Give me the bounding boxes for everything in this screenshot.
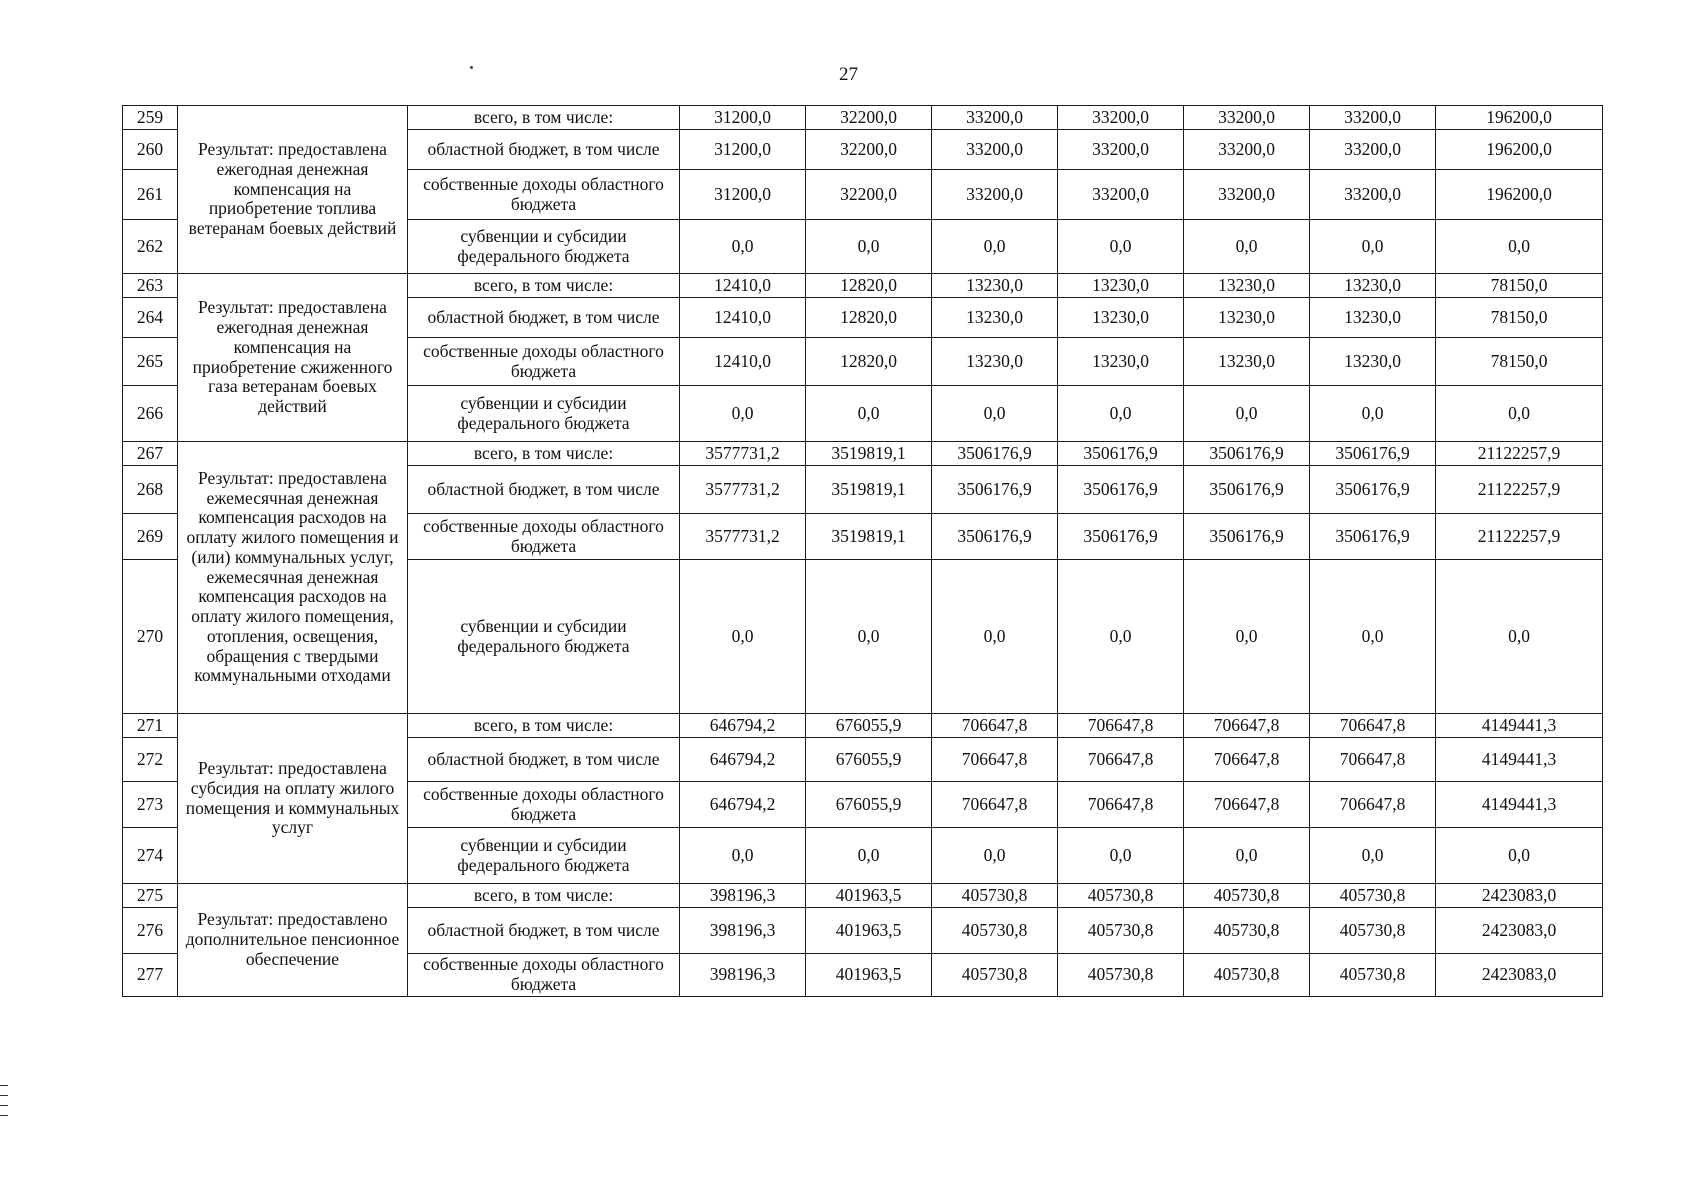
total-value: 78150,0 bbox=[1436, 298, 1603, 338]
year-value: 33200,0 bbox=[1058, 170, 1184, 220]
row-number: 259 bbox=[123, 106, 178, 130]
year-value: 401963,5 bbox=[806, 908, 932, 954]
margin-mark bbox=[0, 1085, 8, 1086]
year-value: 3506176,9 bbox=[1310, 442, 1436, 466]
row-number: 268 bbox=[123, 466, 178, 514]
row-number: 269 bbox=[123, 514, 178, 560]
funding-source: собственные доходы областного бюджета bbox=[408, 170, 680, 220]
year-value: 12820,0 bbox=[806, 338, 932, 386]
row-number: 262 bbox=[123, 220, 178, 274]
year-value: 706647,8 bbox=[1310, 782, 1436, 828]
year-value: 0,0 bbox=[1058, 560, 1184, 714]
year-value: 405730,8 bbox=[932, 954, 1058, 997]
year-value: 0,0 bbox=[806, 386, 932, 442]
year-value: 646794,2 bbox=[680, 782, 806, 828]
row-number: 263 bbox=[123, 274, 178, 298]
year-value: 33200,0 bbox=[932, 130, 1058, 170]
year-value: 405730,8 bbox=[1310, 908, 1436, 954]
total-value: 0,0 bbox=[1436, 828, 1603, 884]
year-value: 676055,9 bbox=[806, 738, 932, 782]
year-value: 0,0 bbox=[1184, 220, 1310, 274]
year-value: 0,0 bbox=[1184, 386, 1310, 442]
year-value: 31200,0 bbox=[680, 130, 806, 170]
year-value: 3506176,9 bbox=[932, 442, 1058, 466]
funding-source: всего, в том числе: bbox=[408, 884, 680, 908]
year-value: 3519819,1 bbox=[806, 514, 932, 560]
funding-source: областной бюджет, в том числе bbox=[408, 908, 680, 954]
funding-source: областной бюджет, в том числе bbox=[408, 130, 680, 170]
year-value: 0,0 bbox=[932, 220, 1058, 274]
year-value: 0,0 bbox=[806, 220, 932, 274]
year-value: 13230,0 bbox=[1058, 274, 1184, 298]
year-value: 405730,8 bbox=[932, 884, 1058, 908]
total-value: 4149441,3 bbox=[1436, 714, 1603, 738]
row-number: 260 bbox=[123, 130, 178, 170]
year-value: 405730,8 bbox=[1058, 884, 1184, 908]
funding-source: собственные доходы областного бюджета bbox=[408, 514, 680, 560]
year-value: 33200,0 bbox=[1058, 130, 1184, 170]
year-value: 0,0 bbox=[932, 560, 1058, 714]
total-value: 4149441,3 bbox=[1436, 782, 1603, 828]
year-value: 33200,0 bbox=[1310, 170, 1436, 220]
year-value: 3577731,2 bbox=[680, 514, 806, 560]
year-value: 33200,0 bbox=[1058, 106, 1184, 130]
year-value: 706647,8 bbox=[1184, 738, 1310, 782]
year-value: 405730,8 bbox=[1058, 954, 1184, 997]
row-number: 264 bbox=[123, 298, 178, 338]
year-value: 3506176,9 bbox=[1058, 514, 1184, 560]
total-value: 21122257,9 bbox=[1436, 466, 1603, 514]
funding-source: субвенции и субсидии федерального бюджета bbox=[408, 560, 680, 714]
year-value: 0,0 bbox=[680, 386, 806, 442]
margin-mark bbox=[0, 1115, 8, 1116]
year-value: 33200,0 bbox=[1184, 106, 1310, 130]
year-value: 398196,3 bbox=[680, 908, 806, 954]
funding-source: всего, в том числе: bbox=[408, 106, 680, 130]
total-value: 21122257,9 bbox=[1436, 442, 1603, 466]
year-value: 706647,8 bbox=[932, 782, 1058, 828]
result-description: Результат: предоставлена ежегодная денежная компенсация на приобретение сжиженного газа ветеранам боевых действий bbox=[178, 274, 408, 442]
row-number: 265 bbox=[123, 338, 178, 386]
year-value: 3506176,9 bbox=[932, 514, 1058, 560]
year-value: 646794,2 bbox=[680, 714, 806, 738]
funding-source: областной бюджет, в том числе bbox=[408, 298, 680, 338]
year-value: 398196,3 bbox=[680, 884, 806, 908]
year-value: 0,0 bbox=[1184, 560, 1310, 714]
row-number: 261 bbox=[123, 170, 178, 220]
year-value: 3506176,9 bbox=[1058, 466, 1184, 514]
result-description: Результат: предоставлена ежемесячная денежная компенсация расходов на оплату жилого помещения и (или) коммунальных услуг, ежемесячная денежная компенсация расходов на оплату жилого помещения, отопления, освещения, обращения с твердыми коммунальными отходами bbox=[178, 442, 408, 714]
funding-source: субвенции и субсидии федерального бюджета bbox=[408, 386, 680, 442]
year-value: 13230,0 bbox=[1184, 338, 1310, 386]
year-value: 401963,5 bbox=[806, 954, 932, 997]
year-value: 706647,8 bbox=[1184, 714, 1310, 738]
funding-source: собственные доходы областного бюджета bbox=[408, 782, 680, 828]
total-value: 196200,0 bbox=[1436, 130, 1603, 170]
year-value: 0,0 bbox=[1310, 386, 1436, 442]
year-value: 13230,0 bbox=[932, 274, 1058, 298]
year-value: 33200,0 bbox=[1184, 130, 1310, 170]
funding-source: собственные доходы областного бюджета bbox=[408, 954, 680, 997]
year-value: 33200,0 bbox=[1184, 170, 1310, 220]
funding-source: субвенции и субсидии федерального бюджета bbox=[408, 220, 680, 274]
year-value: 13230,0 bbox=[1184, 298, 1310, 338]
year-value: 0,0 bbox=[806, 560, 932, 714]
total-value: 78150,0 bbox=[1436, 274, 1603, 298]
year-value: 13230,0 bbox=[1310, 338, 1436, 386]
year-value: 3506176,9 bbox=[1184, 466, 1310, 514]
year-value: 0,0 bbox=[1310, 220, 1436, 274]
funding-source: всего, в том числе: bbox=[408, 274, 680, 298]
year-value: 3506176,9 bbox=[1310, 466, 1436, 514]
total-value: 78150,0 bbox=[1436, 338, 1603, 386]
total-value: 196200,0 bbox=[1436, 106, 1603, 130]
row-number: 276 bbox=[123, 908, 178, 954]
total-value: 2423083,0 bbox=[1436, 884, 1603, 908]
year-value: 3506176,9 bbox=[1184, 514, 1310, 560]
year-value: 0,0 bbox=[680, 828, 806, 884]
year-value: 706647,8 bbox=[932, 714, 1058, 738]
row-number: 275 bbox=[123, 884, 178, 908]
funding-source: собственные доходы областного бюджета bbox=[408, 338, 680, 386]
year-value: 3506176,9 bbox=[1058, 442, 1184, 466]
year-value: 676055,9 bbox=[806, 782, 932, 828]
funding-source: областной бюджет, в том числе bbox=[408, 738, 680, 782]
result-description: Результат: предоставлена субсидия на оплату жилого помещения и коммунальных услуг bbox=[178, 714, 408, 884]
year-value: 0,0 bbox=[1310, 560, 1436, 714]
table-row bbox=[123, 106, 1603, 130]
table-row bbox=[123, 442, 1603, 466]
year-value: 706647,8 bbox=[1310, 714, 1436, 738]
year-value: 3519819,1 bbox=[806, 466, 932, 514]
year-value: 405730,8 bbox=[1184, 954, 1310, 997]
row-number: 270 bbox=[123, 560, 178, 714]
year-value: 0,0 bbox=[1058, 386, 1184, 442]
year-value: 646794,2 bbox=[680, 738, 806, 782]
margin-mark bbox=[0, 1095, 8, 1096]
year-value: 32200,0 bbox=[806, 130, 932, 170]
budget-table-body bbox=[123, 106, 1603, 997]
year-value: 13230,0 bbox=[1310, 298, 1436, 338]
year-value: 3506176,9 bbox=[1184, 442, 1310, 466]
year-value: 12820,0 bbox=[806, 274, 932, 298]
funding-source: областной бюджет, в том числе bbox=[408, 466, 680, 514]
year-value: 32200,0 bbox=[806, 170, 932, 220]
year-value: 405730,8 bbox=[1310, 884, 1436, 908]
year-value: 0,0 bbox=[1310, 828, 1436, 884]
funding-source: всего, в том числе: bbox=[408, 714, 680, 738]
row-number: 267 bbox=[123, 442, 178, 466]
year-value: 3506176,9 bbox=[932, 466, 1058, 514]
year-value: 405730,8 bbox=[1184, 908, 1310, 954]
table-row bbox=[123, 714, 1603, 738]
year-value: 0,0 bbox=[806, 828, 932, 884]
total-value: 21122257,9 bbox=[1436, 514, 1603, 560]
year-value: 706647,8 bbox=[1058, 738, 1184, 782]
funding-source: всего, в том числе: bbox=[408, 442, 680, 466]
year-value: 3506176,9 bbox=[1310, 514, 1436, 560]
total-value: 4149441,3 bbox=[1436, 738, 1603, 782]
year-value: 31200,0 bbox=[680, 170, 806, 220]
year-value: 0,0 bbox=[1184, 828, 1310, 884]
year-value: 33200,0 bbox=[1310, 130, 1436, 170]
year-value: 13230,0 bbox=[1058, 338, 1184, 386]
year-value: 13230,0 bbox=[932, 338, 1058, 386]
year-value: 398196,3 bbox=[680, 954, 806, 997]
year-value: 706647,8 bbox=[1310, 738, 1436, 782]
year-value: 706647,8 bbox=[1184, 782, 1310, 828]
year-value: 405730,8 bbox=[932, 908, 1058, 954]
table-row bbox=[123, 274, 1603, 298]
year-value: 13230,0 bbox=[1058, 298, 1184, 338]
row-number: 271 bbox=[123, 714, 178, 738]
result-description: Результат: предоставлено дополнительное пенсионное обеспечение bbox=[178, 884, 408, 997]
funding-source: субвенции и субсидии федерального бюджета bbox=[408, 828, 680, 884]
margin-mark bbox=[0, 1105, 8, 1106]
row-number: 274 bbox=[123, 828, 178, 884]
row-number: 272 bbox=[123, 738, 178, 782]
year-value: 33200,0 bbox=[932, 170, 1058, 220]
year-value: 3519819,1 bbox=[806, 442, 932, 466]
scan-dot bbox=[470, 66, 473, 69]
table-row bbox=[123, 884, 1603, 908]
year-value: 0,0 bbox=[932, 828, 1058, 884]
total-value: 2423083,0 bbox=[1436, 954, 1603, 997]
total-value: 2423083,0 bbox=[1436, 908, 1603, 954]
year-value: 3577731,2 bbox=[680, 466, 806, 514]
year-value: 676055,9 bbox=[806, 714, 932, 738]
year-value: 405730,8 bbox=[1058, 908, 1184, 954]
year-value: 12410,0 bbox=[680, 274, 806, 298]
year-value: 401963,5 bbox=[806, 884, 932, 908]
year-value: 33200,0 bbox=[1310, 106, 1436, 130]
year-value: 0,0 bbox=[1058, 828, 1184, 884]
year-value: 706647,8 bbox=[1058, 714, 1184, 738]
year-value: 13230,0 bbox=[1310, 274, 1436, 298]
year-value: 0,0 bbox=[680, 560, 806, 714]
year-value: 3577731,2 bbox=[680, 442, 806, 466]
year-value: 33200,0 bbox=[932, 106, 1058, 130]
total-value: 0,0 bbox=[1436, 560, 1603, 714]
total-value: 0,0 bbox=[1436, 386, 1603, 442]
result-description: Результат: предоставлена ежегодная денежная компенсация на приобретение топлива ветеранам боевых действий bbox=[178, 106, 408, 274]
year-value: 0,0 bbox=[932, 386, 1058, 442]
year-value: 706647,8 bbox=[932, 738, 1058, 782]
total-value: 0,0 bbox=[1436, 220, 1603, 274]
year-value: 405730,8 bbox=[1184, 884, 1310, 908]
page-number: 27 bbox=[839, 64, 858, 85]
row-number: 266 bbox=[123, 386, 178, 442]
year-value: 31200,0 bbox=[680, 106, 806, 130]
total-value: 196200,0 bbox=[1436, 170, 1603, 220]
year-value: 12410,0 bbox=[680, 338, 806, 386]
year-value: 12820,0 bbox=[806, 298, 932, 338]
year-value: 13230,0 bbox=[932, 298, 1058, 338]
year-value: 12410,0 bbox=[680, 298, 806, 338]
year-value: 405730,8 bbox=[1310, 954, 1436, 997]
year-value: 13230,0 bbox=[1184, 274, 1310, 298]
year-value: 32200,0 bbox=[806, 106, 932, 130]
budget-table bbox=[122, 105, 1603, 997]
year-value: 0,0 bbox=[680, 220, 806, 274]
row-number: 277 bbox=[123, 954, 178, 997]
year-value: 706647,8 bbox=[1058, 782, 1184, 828]
year-value: 0,0 bbox=[1058, 220, 1184, 274]
row-number: 273 bbox=[123, 782, 178, 828]
